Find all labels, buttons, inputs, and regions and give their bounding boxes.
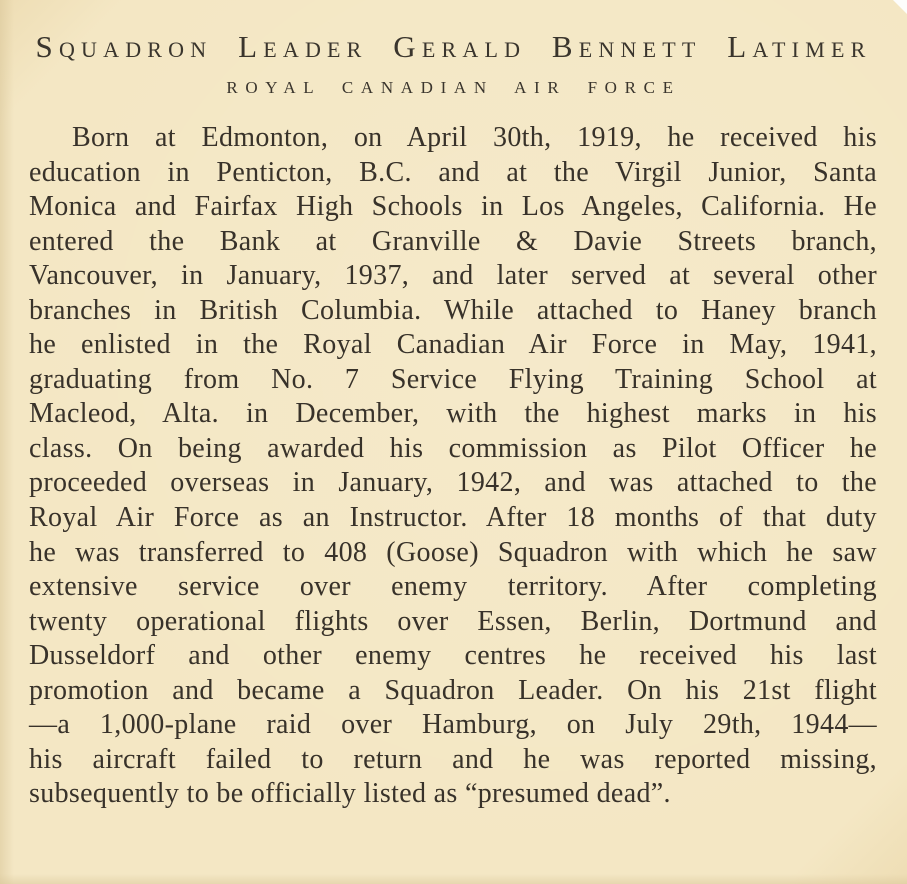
biography-text xyxy=(29,121,877,812)
text-line: branches in British Columbia. While attached to Haney branch xyxy=(29,294,877,326)
text-line: his aircraft failed to return and he was reported missing, xyxy=(29,743,877,775)
text-line: education in Penticton, B.C. and at the Virgil Junior, Santa xyxy=(29,156,877,188)
text-line: Royal Air Force as an Instructor. After 18 months of that duty xyxy=(29,502,877,534)
text-line: proceeded overseas in January, 1942, and was attached to the xyxy=(29,467,877,499)
page-edge-shadow-bottom xyxy=(0,874,907,884)
text-line: Dusseldorf and other enemy centres he received his last xyxy=(29,640,877,672)
text-line: class. On being awarded his commission as Pilot Officer he xyxy=(29,432,877,464)
text-line: twenty operational flights over Essen, Berlin, Dortmund and xyxy=(29,605,877,637)
text-line: —a 1,000-plane raid over Hamburg, on July 29th, 1944— xyxy=(29,709,877,741)
page-subtitle: ROYAL CANADIAN AIR FORCE xyxy=(226,78,681,97)
scan-corner-gap xyxy=(893,0,907,14)
text-line: extensive service over enemy territory. After completing xyxy=(29,571,877,603)
page-edge-shadow-left xyxy=(0,0,14,884)
text-line: entered the Bank at Granville & Davie Streets branch, xyxy=(29,225,877,257)
text-line: he was transferred to 408 (Goose) Squadron with which he saw xyxy=(29,536,877,568)
text-line: subsequently to be officially listed as “presumed dead”. xyxy=(29,778,671,810)
page-title: Squadron Leader Gerald Bennett Latimer xyxy=(35,29,872,64)
text-line: Born at Edmonton, on April 30th, 1919, he received his xyxy=(72,122,877,153)
text-line: graduating from No. 7 Service Flying Training School at xyxy=(29,363,877,395)
text-line: Vancouver, in January, 1937, and later served at several other xyxy=(29,260,877,292)
text-line: he enlisted in the Royal Canadian Air Force in May, 1941, xyxy=(29,329,877,361)
text-line: Macleod, Alta. in December, with the highest marks in his xyxy=(29,398,877,430)
text-line: Monica and Fairfax High Schools in Los Angeles, California. He xyxy=(29,191,877,223)
text-line: promotion and became a Squadron Leader. On his 21st flight xyxy=(29,674,877,706)
